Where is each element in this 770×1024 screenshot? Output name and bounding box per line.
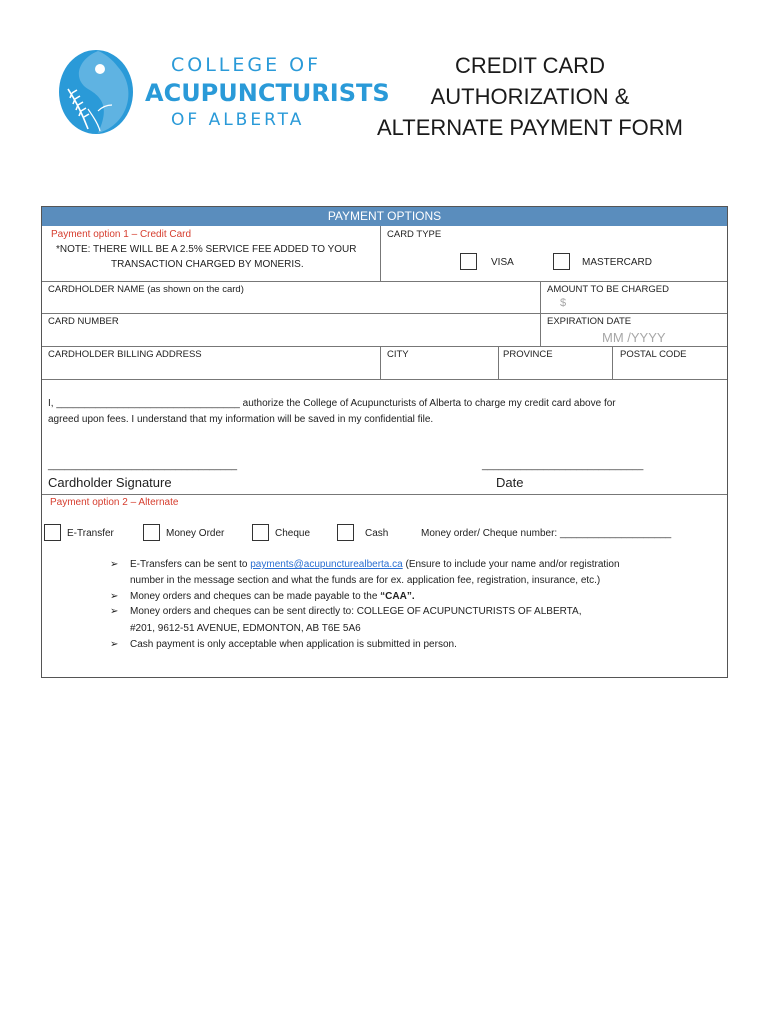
logo-yin-yang-icon xyxy=(58,49,134,135)
money-order-number-field[interactable]: Money order/ Cheque number: ____________________ xyxy=(421,528,672,539)
cash-checkbox[interactable] xyxy=(337,524,354,541)
amount-field[interactable]: $ xyxy=(560,297,567,309)
title-line-3: ALTERNATE PAYMENT FORM xyxy=(377,115,683,140)
authorization-text-line1: I, _________________________________ authorize the College of Acupuncturists of Alberta to charge my credit card above for xyxy=(48,398,616,409)
option1-label: Payment option 1 – Credit Card xyxy=(51,229,192,240)
logo-text-acupuncturists: ACUPUNCTURISTS xyxy=(145,79,390,107)
divider xyxy=(380,346,381,379)
option2-label: Payment option 2 – Alternate xyxy=(50,497,179,508)
postal-code-label: POSTAL CODE xyxy=(620,349,687,360)
mastercard-label: MASTERCARD xyxy=(582,257,653,268)
divider xyxy=(42,494,727,495)
date-label: Date xyxy=(496,475,524,490)
cardholder-name-label: CARDHOLDER NAME (as shown on the card) xyxy=(48,284,244,295)
mastercard-checkbox[interactable] xyxy=(553,253,570,270)
etransfer-instructions-line1: E-Transfers can be sent to payments@acupuncturealberta.ca (Ensure to include your name and/or registration xyxy=(130,559,620,570)
etransfer-checkbox[interactable] xyxy=(44,524,61,541)
etransfer-instructions-line2: number in the message section and what the funds are for ex. application fee, registration, insurance, etc.) xyxy=(130,575,601,586)
bullet-arrow-icon: ➢ xyxy=(110,559,119,570)
logo-text-of-alberta: OF ALBERTA xyxy=(171,110,305,130)
bullet-arrow-icon: ➢ xyxy=(110,639,119,650)
page-title xyxy=(370,50,690,143)
bullet-arrow-icon: ➢ xyxy=(110,591,119,602)
card-number-label: CARD NUMBER xyxy=(48,316,119,327)
city-label: CITY xyxy=(387,349,409,360)
divider xyxy=(42,346,727,347)
cash-label: Cash xyxy=(365,528,389,539)
payable-instructions: Money orders and cheques can be made payable to the “CAA”. xyxy=(130,591,415,602)
amount-label: AMOUNT TO BE CHARGED xyxy=(547,284,669,295)
payment-options-header: PAYMENT OPTIONS xyxy=(42,207,727,226)
mailing-instructions-line1: Money orders and cheques can be sent directly to: COLLEGE OF ACUPUNCTURISTS OF ALBERTA, xyxy=(130,606,582,617)
signature-line[interactable]: __________________________________ xyxy=(48,460,238,471)
divider xyxy=(42,281,727,282)
authorization-text-line2: agreed upon fees. I understand that my information will be saved in my confidential file. xyxy=(48,414,434,425)
card-type-label: CARD TYPE xyxy=(387,229,442,240)
service-fee-note-line1: *NOTE: THERE WILL BE A 2.5% SERVICE FEE ADDED TO YOUR xyxy=(56,244,357,255)
title-line-2: AUTHORIZATION & xyxy=(430,84,630,109)
divider xyxy=(42,379,727,380)
logo-text-college-of: COLLEGE OF xyxy=(171,54,322,76)
divider xyxy=(380,226,381,281)
etransfer-label: E-Transfer xyxy=(67,528,114,539)
email-link[interactable]: payments@acupuncturealberta.ca xyxy=(250,559,403,570)
service-fee-note-line2: TRANSACTION CHARGED BY MONERIS. xyxy=(111,259,304,270)
divider xyxy=(612,346,613,379)
mailing-instructions-line2: #201, 9612-51 AVENUE, EDMONTON, AB T6E 5A6 xyxy=(130,623,361,634)
date-line[interactable]: _____________________________ xyxy=(482,460,644,471)
card-number-field[interactable] xyxy=(44,329,538,343)
expiration-date-field[interactable]: MM /YYYY xyxy=(602,330,666,345)
money-order-checkbox[interactable] xyxy=(143,524,160,541)
visa-label: VISA xyxy=(491,257,514,268)
cheque-label: Cheque xyxy=(275,528,311,539)
visa-checkbox[interactable] xyxy=(460,253,477,270)
bullet-arrow-icon: ➢ xyxy=(110,606,119,617)
divider xyxy=(42,313,727,314)
money-order-label: Money Order xyxy=(166,528,225,539)
cardholder-signature-label: Cardholder Signature xyxy=(48,475,172,490)
divider xyxy=(498,346,499,379)
title-line-1: CREDIT CARD xyxy=(455,53,605,78)
cash-instructions: Cash payment is only acceptable when application is submitted in person. xyxy=(130,639,457,650)
cardholder-name-field[interactable] xyxy=(44,297,538,311)
province-label: PROVINCE xyxy=(503,349,553,360)
billing-address-label: CARDHOLDER BILLING ADDRESS xyxy=(48,349,202,360)
expiration-date-label: EXPIRATION DATE xyxy=(547,316,632,327)
cheque-checkbox[interactable] xyxy=(252,524,269,541)
divider xyxy=(540,281,541,346)
